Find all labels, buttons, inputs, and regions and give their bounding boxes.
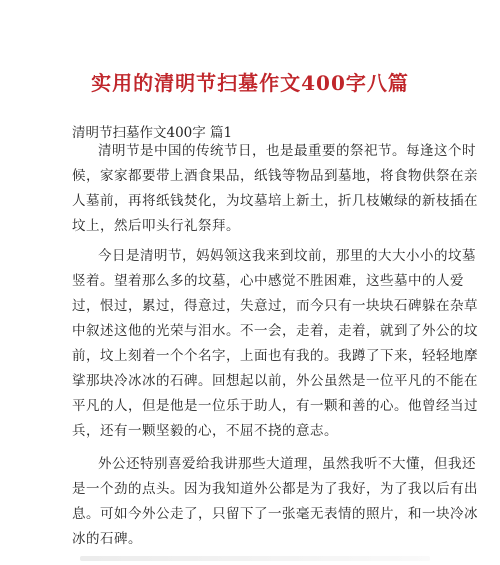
document-title: 实用的清明节扫墓作文400字八篇 — [91, 71, 409, 95]
paragraph-line: 前，坟上刻着一个个名字，上面也有我的。我蹲了下来，轻轻地摩 — [72, 348, 478, 364]
paragraph-line: 外公还特别喜爱给我讲那些大道理，虽然我听不大懂，但我还 — [98, 456, 476, 472]
paragraph-line: 兵，还有一颗坚毅的心，不屈不挠的意志。 — [72, 423, 338, 439]
paragraph-line: 是一个劲的点头。因为我知道外公都是为了我好，为了我以后有出 — [72, 481, 478, 497]
paragraph-line: 息。可如今外公走了，只留下了一张毫无表情的照片，和一块冷冰 — [72, 506, 478, 522]
paragraph-2 — [72, 244, 478, 444]
paragraph-line: 坟上，然后叩头行礼祭拜。 — [72, 218, 240, 234]
paragraph-line: 今日是清明节，妈妈领这我来到坟前，那里的大大小小的坟墓 — [98, 248, 476, 264]
section-heading: 清明节扫墓作文400字 篇1 — [72, 125, 233, 141]
paragraph-3 — [72, 452, 478, 552]
paragraph-line: 中叙述这他的光荣与泪水。不一会，走着，走着，就到了外公的坟 — [72, 323, 478, 339]
paragraph-line: 候，家家都要带上酒食果品，纸钱等物品到墓地，将食物供祭在亲 — [72, 168, 478, 184]
faded-text-bar — [80, 556, 430, 561]
paragraph-line: 过，恨过，累过，得意过，失意过，而今只有一块块石碑躲在杂草 — [72, 298, 478, 314]
paragraph-line: 冰的石碑。 — [72, 531, 142, 547]
paragraph-line: 平凡的人，但是他是一位乐于助人，有一颗和善的心。他曾经当过 — [72, 398, 478, 414]
paragraph-line: 竖着。望着那么多的坟墓，心中感觉不胜困难，这些墓中的人爱 — [72, 273, 464, 289]
paragraph-line: 清明节是中国的传统节日，也是最重要的祭祀节。每逢这个时 — [98, 143, 476, 159]
paragraph-line: 人墓前，再将纸钱焚化，为坟墓培上新土，折几枝嫩绿的新枝插在 — [72, 193, 478, 209]
paragraph-1 — [72, 139, 478, 239]
faded-text-line — [80, 552, 430, 564]
paragraph-line: 挲那块冷冰冰的石碑。回想起以前，外公虽然是一位平凡的不能在 — [72, 373, 478, 389]
